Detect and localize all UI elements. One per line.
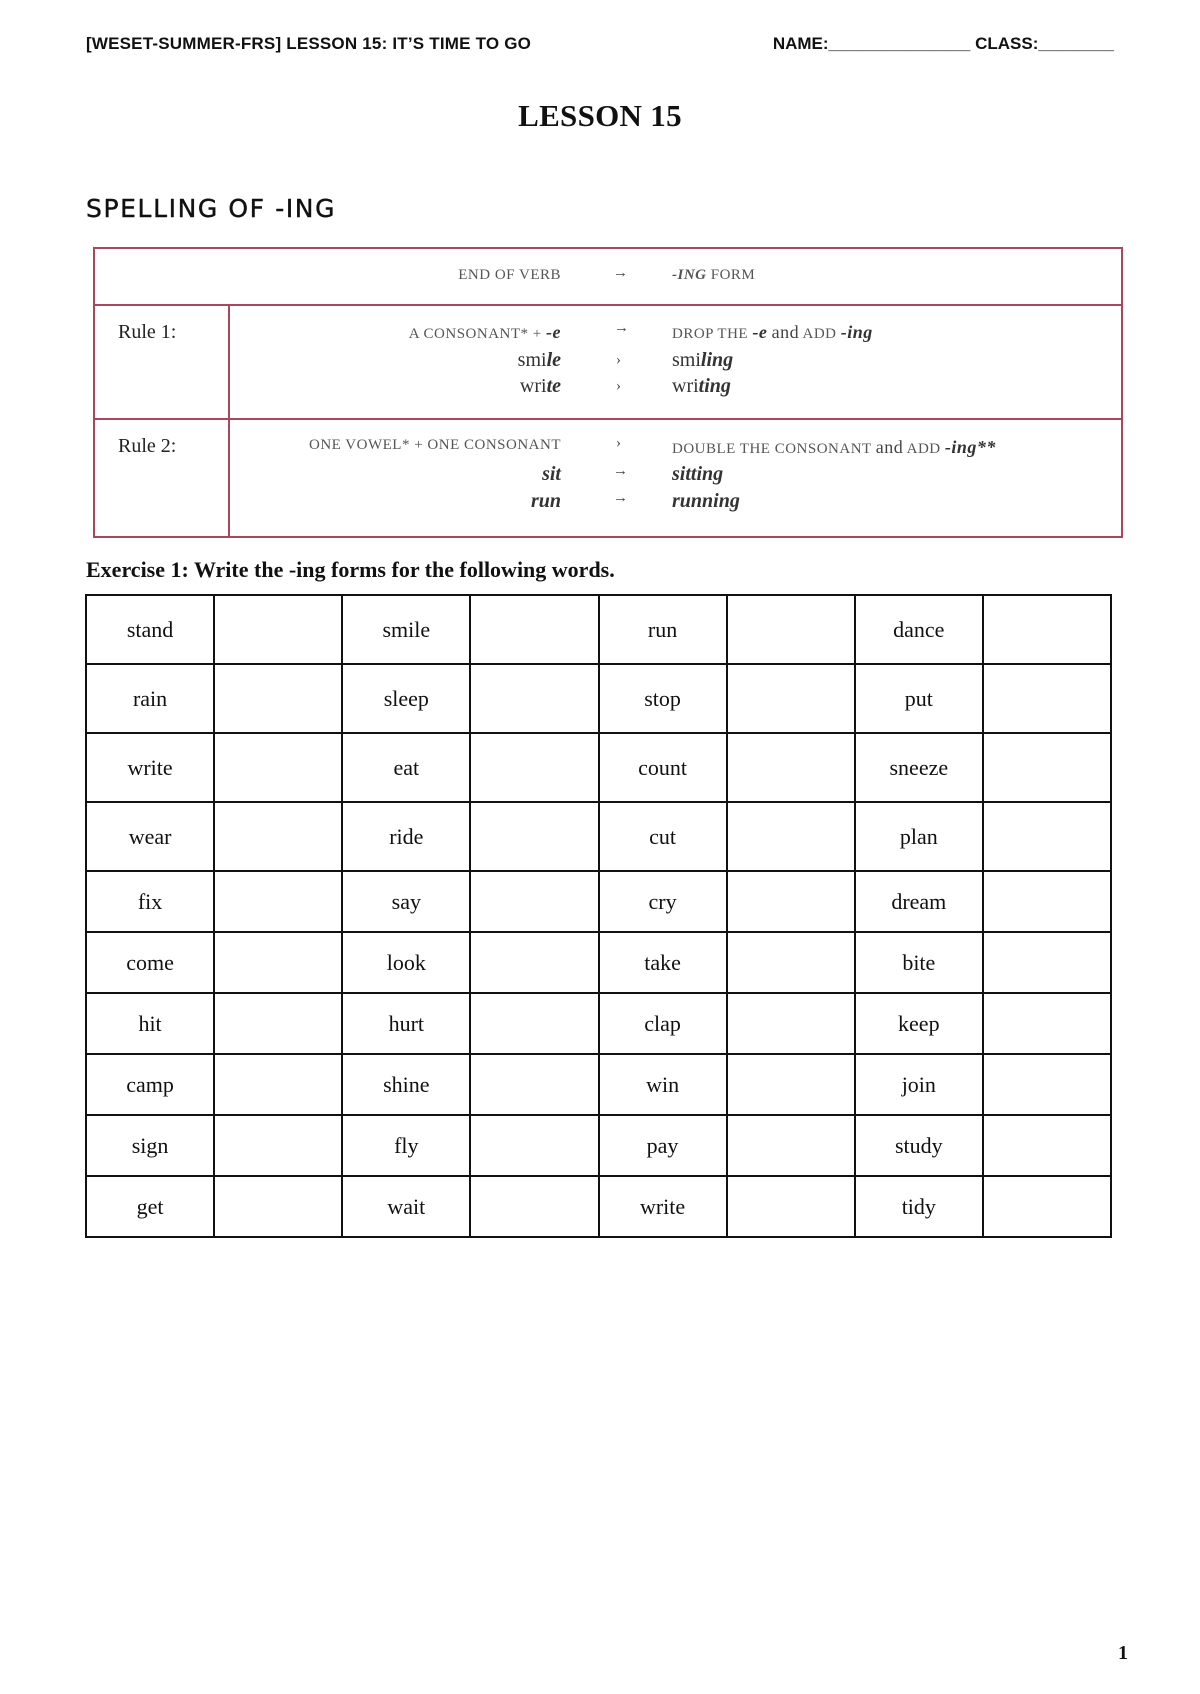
answer-cell[interactable] [214,1115,342,1176]
answer-cell[interactable] [727,932,855,993]
answer-cell[interactable] [470,871,598,932]
rule2-arrow: › [616,435,621,451]
answer-cell[interactable] [727,1176,855,1237]
word-cell: join [855,1054,983,1115]
answer-cell[interactable] [470,595,598,664]
answer-cell[interactable] [983,993,1111,1054]
answer-cell[interactable] [727,802,855,871]
word-cell: stop [599,664,727,733]
rules-divider [95,304,1121,306]
spelling-rules-table [93,247,1123,538]
word-cell: win [599,1054,727,1115]
table-row [86,1176,1111,1237]
rule2-example-arrow: → [613,463,628,479]
word-cell: cry [599,871,727,932]
word-cell: cut [599,802,727,871]
answer-cell[interactable] [983,932,1111,993]
word-cell: study [855,1115,983,1176]
word-cell: put [855,664,983,733]
rule2-example-arrow: → [613,490,628,506]
table-row [86,1054,1111,1115]
word-cell: ride [342,802,470,871]
answer-cell[interactable] [727,733,855,802]
rule1-arrow: → [614,320,629,336]
word-cell: run [599,595,727,664]
answer-cell[interactable] [983,1176,1111,1237]
word-cell: dream [855,871,983,932]
rule2-label: Rule 2: [118,435,177,457]
rules-column-divider [228,306,230,536]
rule1-pattern: A CONSONANT* + -e [408,322,561,342]
rule1-label: Rule 1: [118,321,177,343]
answer-cell[interactable] [727,871,855,932]
word-cell: sign [86,1115,214,1176]
word-cell: clap [599,993,727,1054]
rules-divider [95,418,1121,420]
answer-cell[interactable] [470,1115,598,1176]
word-cell: eat [342,733,470,802]
table-row [86,993,1111,1054]
answer-cell[interactable] [470,1054,598,1115]
answer-cell[interactable] [983,802,1111,871]
word-cell: plan [855,802,983,871]
rule1-example-arrow: › [616,378,621,394]
answer-cell[interactable] [470,802,598,871]
answer-cell[interactable] [214,1176,342,1237]
word-cell: rain [86,664,214,733]
answer-cell[interactable] [214,993,342,1054]
word-cell: hurt [342,993,470,1054]
answer-cell[interactable] [470,1176,598,1237]
rule1-example-base: smile [517,349,561,371]
word-cell: wear [86,802,214,871]
exercise-table [85,594,1112,1238]
answer-cell[interactable] [214,1054,342,1115]
table-row [86,1115,1111,1176]
word-cell: keep [855,993,983,1054]
word-cell: come [86,932,214,993]
answer-cell[interactable] [983,871,1111,932]
rule2-example-base: run [530,490,561,512]
answer-cell[interactable] [470,664,598,733]
rule2-pattern: ONE VOWEL* + ONE CONSONANT [309,437,561,453]
rule1-example-arrow: › [616,352,621,368]
answer-cell[interactable] [983,733,1111,802]
page-header [86,34,1114,62]
rule1-example-ing: writing [672,375,731,397]
rule2-example-base: sit [542,463,561,485]
rule1-example-base: write [519,375,561,397]
page-title: LESSON 15 [518,98,682,133]
word-cell: fly [342,1115,470,1176]
answer-cell[interactable] [470,932,598,993]
answer-cell[interactable] [727,595,855,664]
table-row [86,802,1111,871]
word-cell: write [86,733,214,802]
answer-cell[interactable] [214,932,342,993]
answer-cell[interactable] [983,1115,1111,1176]
word-cell: camp [86,1054,214,1115]
answer-cell[interactable] [727,1115,855,1176]
answer-cell[interactable] [983,1054,1111,1115]
word-cell: sleep [342,664,470,733]
answer-cell[interactable] [727,664,855,733]
table-row [86,664,1111,733]
answer-cell[interactable] [983,595,1111,664]
word-cell: look [342,932,470,993]
table-row [86,871,1111,932]
word-cell: write [599,1176,727,1237]
word-cell: say [342,871,470,932]
header-lesson-title: [WESET-SUMMER-FRS] LESSON 15: IT’S TIME TO GO [86,34,532,53]
answer-cell[interactable] [214,664,342,733]
answer-cell[interactable] [214,871,342,932]
answer-cell[interactable] [214,595,342,664]
rule2-example-ing: running [672,490,740,512]
answer-cell[interactable] [470,993,598,1054]
word-cell: fix [86,871,214,932]
rule1-action: DROP THE -e and ADD -ing [672,322,873,342]
word-cell: get [86,1176,214,1237]
word-cell: stand [86,595,214,664]
word-cell: take [599,932,727,993]
word-cell: dance [855,595,983,664]
word-cell: shine [342,1054,470,1115]
answer-cell[interactable] [470,733,598,802]
answer-cell[interactable] [214,802,342,871]
word-cell: pay [599,1115,727,1176]
word-cell: count [599,733,727,802]
table-row [86,932,1111,993]
table-row [86,733,1111,802]
section-heading: SPELLING OF -ING [86,194,337,223]
answer-cell[interactable] [727,1054,855,1115]
header-name-class-fields: NAME:_______________ CLASS:________ [772,34,1114,53]
table-row [86,595,1111,664]
rules-head-ing-form: -ING FORM [672,267,756,283]
answer-cell[interactable] [727,993,855,1054]
rule2-example-ing: sitting [672,463,724,485]
rules-head-arrow: → [613,265,628,281]
word-cell: sneeze [855,733,983,802]
word-cell: smile [342,595,470,664]
word-cell: bite [855,932,983,993]
word-cell: tidy [855,1176,983,1237]
word-cell: wait [342,1176,470,1237]
rule1-example-ing: smiling [672,349,734,371]
answer-cell[interactable] [214,733,342,802]
word-cell: hit [86,993,214,1054]
exercise-heading: Exercise 1: Write the -ing forms for the following words. [86,557,615,582]
answer-cell[interactable] [983,664,1111,733]
page-number: 1 [1118,1642,1128,1664]
rules-head-end-of-verb: END OF VERB [458,267,561,283]
rule2-action: DOUBLE THE CONSONANT and ADD -ing** [672,437,996,457]
